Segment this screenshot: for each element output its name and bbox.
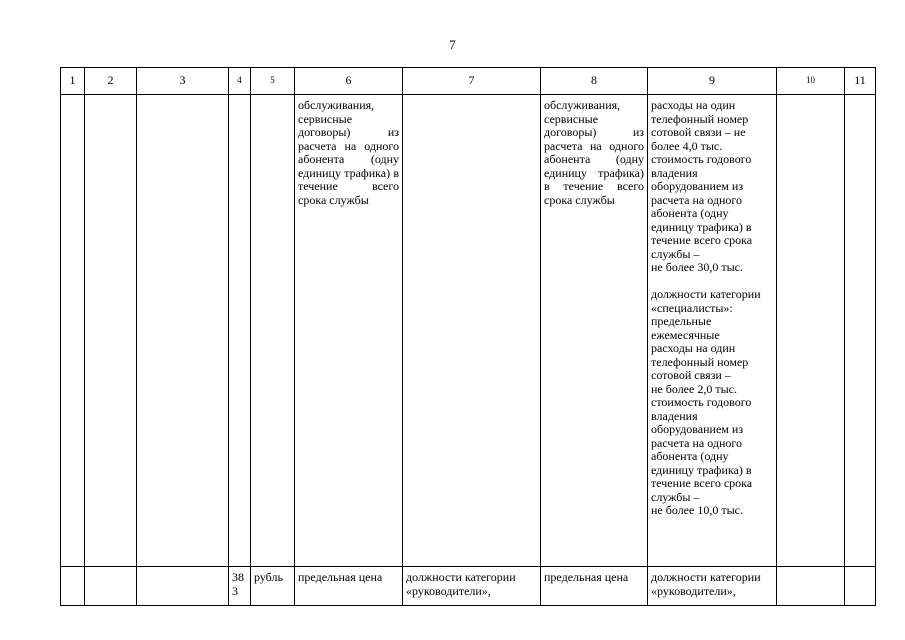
column-number-4: 4: [229, 68, 251, 95]
column-number-10: 10: [777, 68, 845, 95]
row1-col4-cell: [229, 95, 251, 567]
row2-col9-cell: должности категории «руководители»,: [648, 567, 777, 606]
row1-col9-cell: расходы на один телефонный номер сотовой связи – не более 4,0 тыс. стоимость годового владения оборудованием из расчета на одного абонента (одну единицу трафика) в течение всего срока службы – не более 30,0 тыс. должности категории «специалисты»: предельные ежемесячные расходы на один телефонный номер сотовой связи – не более 2,0 тыс. стоимость годового владения оборудованием из расчета на одного абонента (одну единицу трафика) в течение всего срока службы – не более 10,0 тыс.: [648, 95, 777, 567]
page-number: 7: [449, 37, 456, 52]
column-number-9: 9: [648, 68, 777, 95]
row2-unit-cell: рубль: [251, 567, 295, 606]
row1-col11-cell: [845, 95, 876, 567]
table-row: [61, 95, 876, 567]
row1-col8-cell: обслуживания, сервисные договоры) из расчета на одного абонента (одну единицу трафика) в течение всего срока службы: [541, 95, 648, 567]
row2-col3-cell: [137, 567, 229, 606]
row1-col3-cell: [137, 95, 229, 567]
row1-col1-cell: [61, 95, 85, 567]
row1-col6-cell: обслуживания, сервисные договоры) из расчета на одного абонента (одну единицу трафика) в течение всего срока службы: [295, 95, 403, 567]
row1-col10-cell: [777, 95, 845, 567]
table-header-row: [61, 68, 876, 95]
row2-col10-cell: [777, 567, 845, 606]
requirements-table: [60, 67, 876, 606]
column-number-11: 11: [845, 68, 876, 95]
row1-col2-cell: [85, 95, 137, 567]
row2-col8-cell: предельная цена: [541, 567, 648, 606]
row2-col1-cell: [61, 567, 85, 606]
row2-col7-cell: должности категории «руководители»,: [403, 567, 541, 606]
column-number-7: 7: [403, 68, 541, 95]
column-number-3: 3: [137, 68, 229, 95]
column-number-5: 5: [251, 68, 295, 95]
row1-col7-cell: [403, 95, 541, 567]
column-number-8: 8: [541, 68, 648, 95]
row2-col2-cell: [85, 567, 137, 606]
column-number-2: 2: [85, 68, 137, 95]
row1-col5-cell: [251, 95, 295, 567]
row2-col11-cell: [845, 567, 876, 606]
column-number-6: 6: [295, 68, 403, 95]
table-row: [61, 567, 876, 606]
row2-col6-cell: предельная цена: [295, 567, 403, 606]
column-number-1: 1: [61, 68, 85, 95]
row2-row-number-cell: 38 3: [229, 567, 251, 606]
